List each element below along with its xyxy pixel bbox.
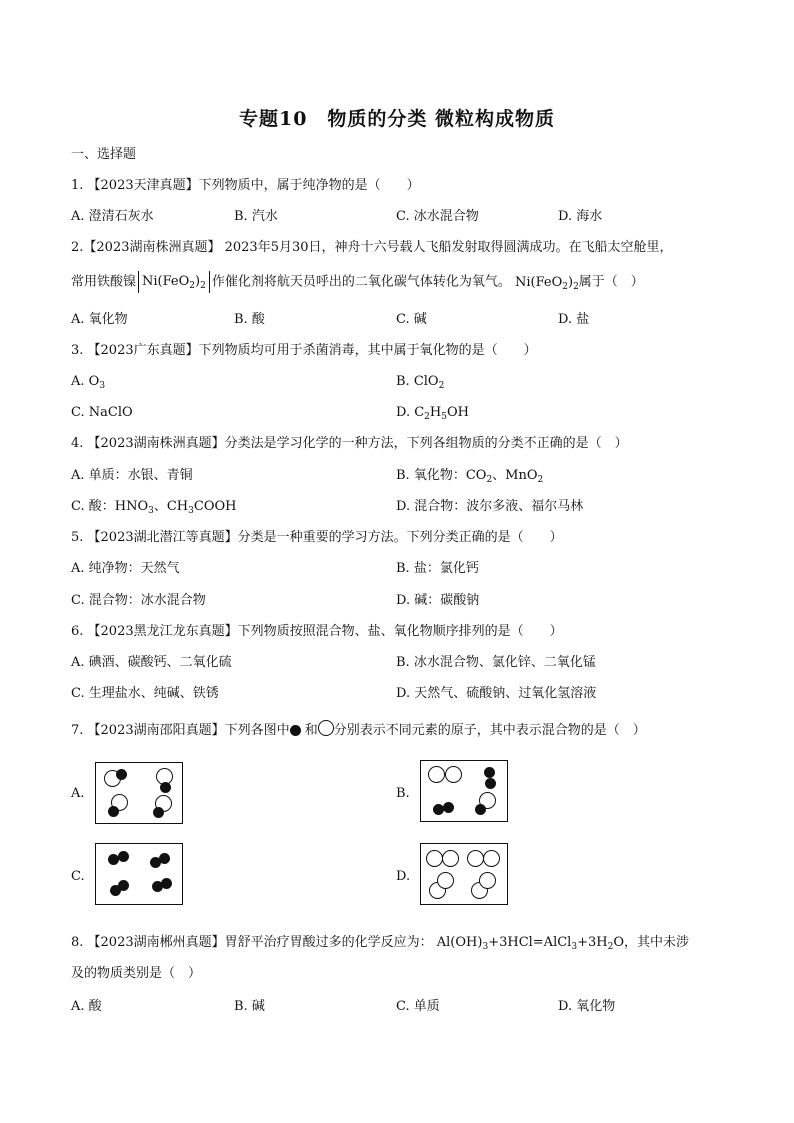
q3-option-d[interactable]: D. $C_2H_5OH$ — [396, 405, 469, 422]
black-atom-icon — [443, 802, 454, 813]
question-8-stem-line2: 及的物质类别是（ ） — [71, 966, 202, 981]
q3-option-b[interactable]: B. ClO$_2$ — [396, 374, 445, 391]
q6-option-c[interactable]: C. 生理盐水、纯碱、铁锈 — [71, 686, 219, 701]
black-atom-icon — [118, 880, 129, 891]
q7-diagram-b[interactable] — [420, 760, 508, 822]
question-5-stem: 5. 【2023湖北潜江等真题】分类是一种重要的学习方法。下列分类正确的是（ ） — [71, 530, 563, 545]
question-7-stem: 7. 【2023湖南邵阳真题】下列各图中 和 分别表示不同元素的原子，其中表示混合物的是（ ） — [71, 720, 646, 741]
q7-option-a-label[interactable]: A. — [71, 786, 85, 801]
q5-option-a[interactable]: A. 纯净物：天然气 — [71, 561, 180, 576]
q3-option-c[interactable]: C. NaClO — [71, 405, 133, 420]
question-3-stem: 3. 【2023广东真题】下列物质均可用于杀菌消毒，其中属于氧化物的是（ ） — [71, 343, 537, 358]
white-atom-icon — [442, 850, 459, 867]
q6-option-a[interactable]: A. 碘酒、碳酸钙、二氧化硫 — [71, 655, 232, 670]
black-atom-icon — [485, 778, 496, 789]
q8-equation: $Al(OH)_3+3HCl=AlCl_3+3H_2O$ — [436, 935, 624, 952]
q2-text-b: 作催化剂将航天员呼出的二氧化碳气体转化为氧气。 — [211, 274, 511, 290]
q1-option-b[interactable]: B. 汽水 — [234, 209, 278, 224]
black-atom-icon — [484, 767, 495, 778]
q1-option-a[interactable]: A. 澄清石灰水 — [71, 209, 154, 224]
question-1-stem: 1. 【2023天津真题】下列物质中，属于纯净物的是（ ） — [71, 178, 420, 193]
question-6-stem: 6. 【2023黑龙江龙东真题】下列物质按照混合物、盐、氧化物顺序排列的是（ ） — [71, 624, 563, 639]
white-atom-icon — [479, 872, 496, 889]
q2-option-b[interactable]: B. 酸 — [234, 312, 265, 327]
black-atom-icon — [153, 807, 164, 818]
black-atom-icon — [116, 769, 127, 780]
q3-option-a[interactable]: A. $O_3$ — [71, 374, 106, 391]
question-8-stem-line1: 8. 【2023湖南郴州真题】胃舒平治疗胃酸过多的化学反应为： $Al(OH)_3+3HCl=AlCl_3+3H_2O$，其中未涉 — [71, 935, 690, 952]
section-heading: 一、选择题 — [71, 147, 137, 162]
white-atom-icon — [428, 766, 445, 783]
q5-option-c[interactable]: C. 混合物：冰水混合物 — [71, 593, 206, 608]
white-atom-icon — [445, 766, 462, 783]
question-4-stem: 4. 【2023湖南株洲真题】分类法是学习化学的一种方法，下列各组物质的分类不正确的是（ ） — [71, 436, 628, 451]
q1-option-c[interactable]: C. 冰水混合物 — [396, 209, 479, 224]
black-atom-icon — [161, 878, 172, 889]
white-atom-icon — [318, 720, 334, 736]
q7-option-b-label[interactable]: B. — [396, 786, 410, 801]
q4-option-c[interactable]: C. 酸：$HNO_3$、$CH_3COOH$ — [71, 499, 237, 516]
q8-option-d[interactable]: D. 氧化物 — [558, 999, 616, 1014]
q1-option-d[interactable]: D. 海水 — [558, 209, 603, 224]
q4-option-d[interactable]: D. 混合物：波尔多液、福尔马林 — [396, 499, 584, 514]
q2-option-c[interactable]: C. 碱 — [396, 312, 427, 327]
q8-option-b[interactable]: B. 碱 — [234, 999, 265, 1014]
q2-option-d[interactable]: D. 盐 — [558, 312, 590, 327]
q6-option-d[interactable]: D. 天然气、硫酸钠、过氧化氢溶液 — [396, 686, 597, 701]
q2-option-a[interactable]: A. 氧化物 — [71, 312, 128, 327]
q7-diagram-a[interactable] — [95, 762, 183, 824]
q2-formula-inline: $Ni(FeO_2)_2$ — [514, 274, 579, 292]
white-atom-icon — [426, 850, 443, 867]
q5-option-b[interactable]: B. 盐：氯化钙 — [396, 561, 479, 576]
black-atom-icon — [475, 804, 486, 815]
page-title: 专题10 物质的分类 微粒构成物质 — [238, 108, 556, 130]
q7-option-d-label[interactable]: D. — [396, 869, 411, 884]
black-atom-icon — [159, 853, 170, 864]
white-atom-icon — [437, 872, 454, 889]
question-2-stem-line2 — [71, 271, 644, 293]
white-atom-icon — [467, 850, 484, 867]
q2-text-c: 属于（ ） — [578, 274, 644, 290]
q6-option-b[interactable]: B. 冰水混合物、氯化锌、二氧化锰 — [396, 655, 596, 670]
q2-text-a: 常用铁酸镍 — [71, 274, 137, 290]
q4-option-a[interactable]: A. 单质：水银、青铜 — [71, 468, 193, 483]
black-atom-icon — [290, 725, 301, 736]
black-atom-icon — [160, 782, 171, 793]
question-2-stem-line1: 2.【2023湖南株洲真题】 2023年5月30日，神舟十六号载人飞船发射取得圆满成功。在飞船太空舱里， — [71, 240, 673, 255]
q2-formula-bracketed: $Ni(FeO_2)_2$ — [138, 271, 210, 293]
q8-option-c[interactable]: C. 单质 — [396, 999, 440, 1014]
q4-option-b[interactable]: B. 氧化物：$CO_2$、MnO$_2$ — [396, 468, 544, 485]
q7-diagram-c[interactable] — [95, 843, 183, 905]
q8-option-a[interactable]: A. 酸 — [71, 999, 102, 1014]
q7-diagram-d[interactable] — [420, 843, 508, 905]
white-atom-icon — [483, 850, 500, 867]
q5-option-d[interactable]: D. 碱：碳酸钠 — [396, 593, 480, 608]
black-atom-icon — [108, 806, 119, 817]
black-atom-icon — [118, 851, 129, 862]
q7-option-c-label[interactable]: C. — [71, 869, 85, 884]
